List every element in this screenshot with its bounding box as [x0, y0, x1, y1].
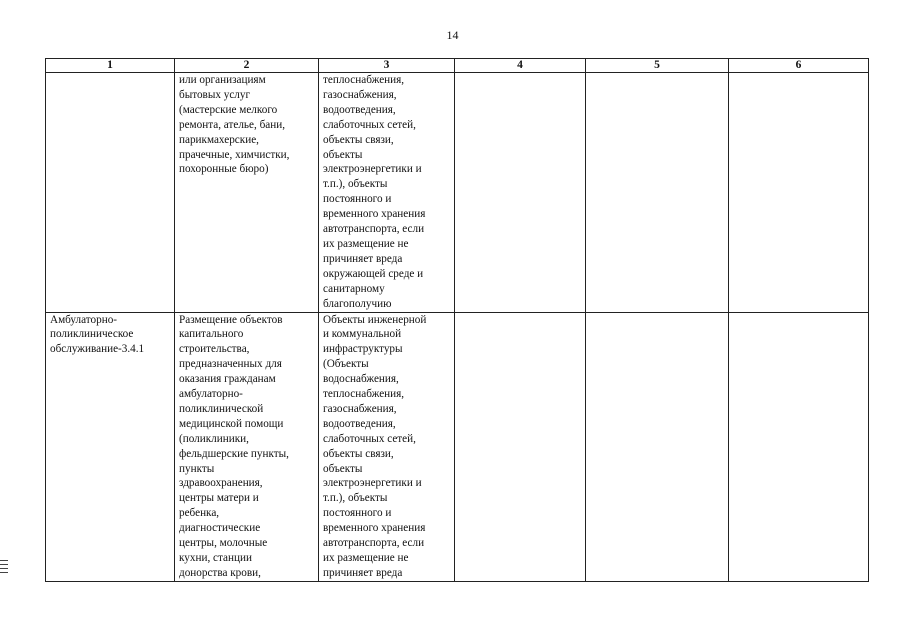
- cell-text: Амбулаторно- поликлиническое обслуживание-3.4.1: [50, 313, 145, 356]
- column-header-4: 4: [455, 59, 586, 73]
- table-cell: [46, 312, 175, 581]
- table-cell: [455, 312, 586, 581]
- table-cell: [46, 73, 175, 313]
- table-cell: [175, 312, 319, 581]
- page-number: 14: [446, 28, 459, 42]
- cell-text: теплоснабжения, газоснабжения, водоотведения, слаботочных сетей, объекты связи, объекты электроэнергетики и т.п.), объекты постоянного и временного хранения автотранспорта, если их размещение не причиняет вреда окружающей среде и санитарному благополучию: [323, 74, 426, 310]
- column-header-5: 5: [586, 59, 729, 73]
- land-use-table: [45, 58, 869, 582]
- cell-text: Размещение объектов капитального строительства, предназначенных для оказания гражданам амбулаторно- поликлинической медицинской помощи (поликлиники, фельдшерские пункты, пункты здравоохранения, центры матери и ребенка, диагностические центры, молочные кухни, станции донорства крови,: [179, 313, 289, 579]
- column-header-6: 6: [729, 59, 869, 73]
- cell-text: Объекты инженерной и коммунальной инфраструктуры (Объекты водоснабжения, теплоснабжения, газоснабжения, водоотведения, слаботочных сетей, объекты связи, объекты электроэнергетики и т.п.), объекты постоянного и временного хранения автотранспорта, если их размещение не причиняет вреда: [323, 313, 427, 579]
- table-cell: [319, 312, 455, 581]
- table-cell: [586, 312, 729, 581]
- cell-text: или организациям бытовых услуг (мастерские мелкого ремонта, ателье, бани, парикмахерские, прачечные, химчистки, похоронные бюро): [179, 74, 290, 176]
- column-header-3: 3: [319, 59, 455, 73]
- table-cell: [729, 312, 869, 581]
- table-cell: [175, 73, 319, 313]
- table-header-row: [46, 59, 869, 73]
- column-header-2: 2: [175, 59, 319, 73]
- margin-mark: [0, 560, 8, 576]
- column-header-1: 1: [46, 59, 175, 73]
- table-cell: [319, 73, 455, 313]
- table-cell: [586, 73, 729, 313]
- table-cell: [729, 73, 869, 313]
- table-row: [46, 73, 869, 313]
- table-row: [46, 312, 869, 581]
- table-cell: [455, 73, 586, 313]
